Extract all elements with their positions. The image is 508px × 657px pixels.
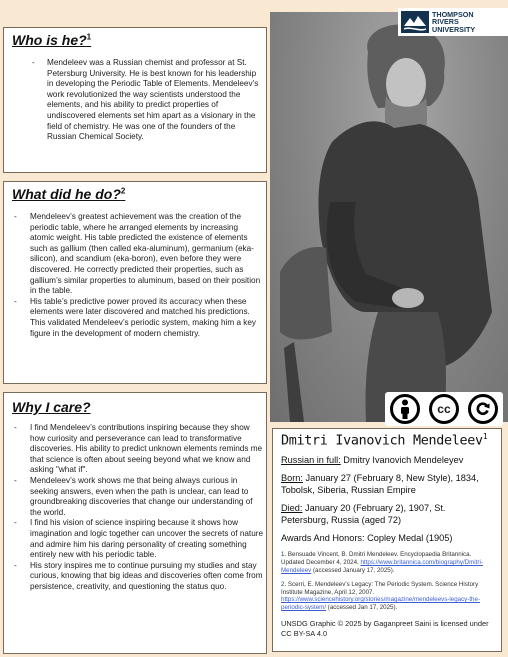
license-text: UNSDG Graphic © 2025 by Gaganpreet Saini is licensed under CC BY-SA 4.0 xyxy=(281,618,489,638)
reference-2-link[interactable]: https://www.sciencehistory.org/stories/magazine/mendeleevs-legacy-the-periodic-system/ xyxy=(281,596,481,612)
what-bullet-2: - His table’s predictive power proved its accuracy when these elements were later discovered and matched his predictions. This validated Mendeleev’s periodic system, making him a key figure in the development of modern chemistry. xyxy=(12,297,262,339)
tru-mark-icon xyxy=(401,11,429,33)
died-line: Died: January 20 (February 2), 1907, St. Petersburg, Russia (aged 72) xyxy=(281,503,446,526)
why-bullet-3: - I find his vision of science inspiring because it shows how imagination and logic together can uncover the secrets of nature and admire him his daring personality of creating something entirely new with his periodic table. xyxy=(12,518,264,560)
reference-1: 1. Bensuade Vincent, B. Dmitri Mendeleev. Encyclopaedia Britannica. Updated December 4, 2024. https://www.britannica.com/biography/Dmitri-Mendeleev (accessed January 17, 2025). xyxy=(281,551,483,574)
why-bullet-2: - Mendeleev’s work shows me that being always curious in seeking answers, even when the path is unclear, can lead to groundbreaking discoveries that change our understanding of the world. xyxy=(12,476,264,518)
who-bullet-1: - Mendeleev was a Russian chemist and professor at St. Petersburg University. He is best known for his leadership in developing the Periodic Table of Elements. Mendeleev’s work revolutionized the way scientists understood the elements, and his ability to predict properties of undiscovered elements set him apart as a visionary in the field of chemistry. He was one of the founders of the Russian Chemical Society. xyxy=(30,58,262,143)
reference-1-link[interactable]: https://www.britannica.com/biography/Dmitri-Mendeleev xyxy=(281,559,483,574)
cc-icon: cc xyxy=(429,394,459,424)
thompson-rivers-university-logo xyxy=(398,8,508,36)
mendeleev-portrait xyxy=(270,9,508,422)
who-is-he-panel xyxy=(3,27,267,173)
what-did-he-do-list xyxy=(12,212,262,339)
share-alike-icon xyxy=(468,394,498,424)
full-name-line: Russian in full: Dmitry Ivanovich Mendeleyev xyxy=(281,455,464,466)
why-i-care-list xyxy=(12,423,264,593)
creative-commons-badge xyxy=(385,392,503,426)
tru-logo-text: THOMPSON RIVERS UNIVERSITY xyxy=(432,9,476,34)
why-bullet-1: - I find Mendeleev’s contributions inspiring because they show how curiosity and perseverance can lead to transformative discoveries. His ability to predict unknown elements reminds me that science is often about seeing beyond what we know and asking "what if". xyxy=(12,423,264,476)
what-did-he-do-panel xyxy=(3,181,267,384)
why-i-care-heading: Why I care? xyxy=(12,399,91,415)
reference-2: 2. Scerri, E. Mendeleev’s Legacy: The Periodic System. Science History Institute Magazine, April 12, 2007. https://www.sciencehistory.org/stories/magazine/mendeleevs-legacy-the-periodic-system/ (accessed Jan 17, 2025). xyxy=(281,581,481,612)
what-bullet-1: - Mendeleev’s greatest achievement was the creation of the periodic table, where he arranged elements by increasing atomic weight. His table predicted the existence of elements such as gallium (then called eka-aluminum), germanium (eka-silicon), and scandium (eka-boron), even before they were discovered. He correctly predicted their properties, such as gallium’s similar properties to aluminum, based on their position in the table. xyxy=(12,212,262,297)
who-is-he-heading: Who is he?$^1$ xyxy=(12,32,92,48)
awards-line: Awards And Honors: Copley Medal (1905) xyxy=(281,533,453,544)
by-person-icon xyxy=(390,394,420,424)
why-i-care-panel xyxy=(3,392,267,654)
biography-info-panel xyxy=(272,428,502,652)
why-bullet-4: - His story inspires me to continue pursuing my studies and stay curious, knowing that big ideas and discoveries often come from persistence, creativity, and questioning the status quo. xyxy=(12,561,264,593)
who-is-he-list xyxy=(30,58,262,143)
born-line: Born: January 27 (February 8, New Style), 1834, Tobolsk, Siberia, Russian Empire xyxy=(281,473,479,496)
what-did-he-do-heading: What did he do?$^2$ xyxy=(12,186,126,202)
person-name-heading: Dmitri Ivanovich Mendeleev$^1$ xyxy=(281,432,488,449)
